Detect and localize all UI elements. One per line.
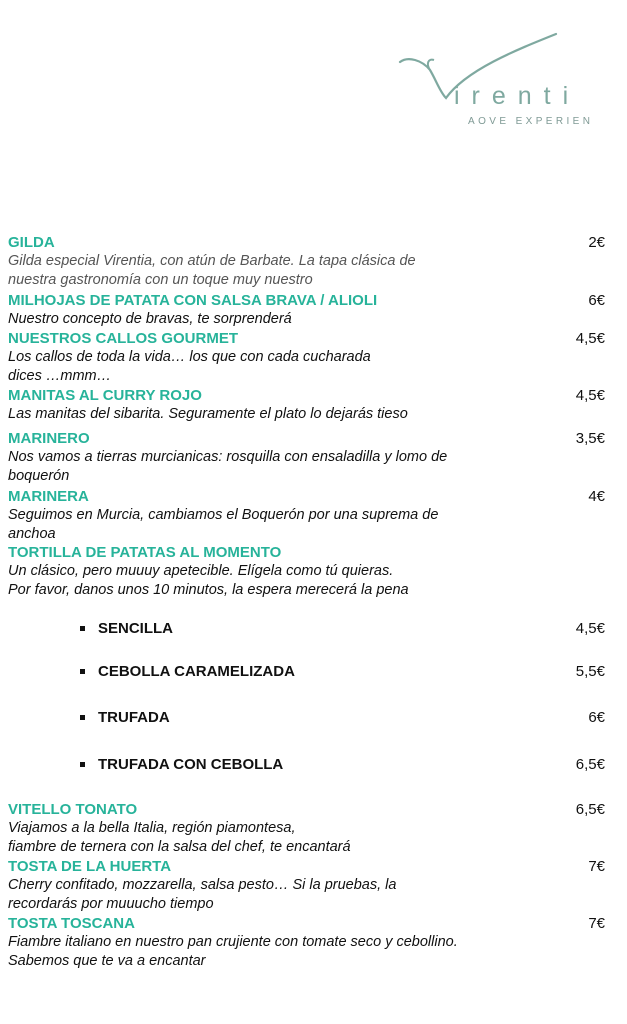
bullet-icon <box>80 762 85 767</box>
description-line: dices …mmm… <box>8 368 112 384</box>
description-line: Un clásico, pero muuuy apetecible. Elígela como tú quieras. <box>8 563 394 579</box>
menu-item <box>8 858 605 914</box>
menu-item <box>8 488 605 544</box>
option-label: SENCILLA <box>98 620 173 637</box>
description-line: anchoa <box>8 526 56 542</box>
tortilla-option <box>0 663 605 683</box>
menu-item <box>8 801 605 857</box>
item-description <box>8 252 605 290</box>
item-description <box>8 405 605 424</box>
item-name: TORTILLA DE PATATAS AL MOMENTO <box>8 544 282 561</box>
item-price: 4,5€ <box>575 387 605 404</box>
item-name: MARINERO <box>8 430 90 447</box>
description-line: Fiambre italiano en nuestro pan crujiente con tomate seco y cebollino. <box>8 934 458 950</box>
item-description <box>8 506 605 544</box>
item-description <box>8 819 605 857</box>
item-description <box>8 876 605 914</box>
option-label: TRUFADA <box>98 709 170 726</box>
menu-item <box>8 915 605 971</box>
menu-item <box>8 292 605 329</box>
item-description <box>8 448 605 486</box>
menu-item <box>8 544 605 600</box>
description-line: Nuestro concepto de bravas, te sorprenderá <box>8 311 292 327</box>
item-name: GILDA <box>8 234 55 251</box>
tortilla-option <box>0 709 605 729</box>
item-description <box>8 348 605 386</box>
option-label: TRUFADA CON CEBOLLA <box>98 756 284 773</box>
item-description <box>8 310 605 329</box>
description-line: Seguimos en Murcia, cambiamos el Boquerón por una suprema de <box>8 507 439 523</box>
description-line: recordarás por muuucho tiempo <box>8 896 214 912</box>
description-line: nuestra gastronomía con un toque muy nuestro <box>8 272 313 288</box>
item-name: TOSTA TOSCANA <box>8 915 135 932</box>
option-price: 4,5€ <box>575 620 605 637</box>
logo-v-swoosh-icon <box>396 30 627 130</box>
bullet-icon <box>80 669 85 674</box>
item-description <box>8 562 605 600</box>
menu-item <box>8 330 605 386</box>
item-price: 6€ <box>588 292 605 309</box>
option-price: 6,5€ <box>575 756 605 773</box>
description-line: boquerón <box>8 468 70 484</box>
brand-wordmark: irenti <box>454 82 581 110</box>
item-price: 4€ <box>588 488 605 505</box>
item-price: 7€ <box>588 915 605 932</box>
item-description <box>8 933 605 971</box>
menu-item <box>8 430 605 486</box>
description-line: fiambre de ternera con la salsa del chef, te encantará <box>8 839 351 855</box>
item-price: 3,5€ <box>575 430 605 447</box>
description-line: Viajamos a la bella Italia, región piamontesa, <box>8 820 296 836</box>
option-price: 6€ <box>588 709 605 726</box>
item-name: MANITAS AL CURRY ROJO <box>8 387 202 404</box>
description-line: Nos vamos a tierras murcianicas: rosquilla con ensaladilla y lomo de <box>8 449 448 465</box>
description-line: Sabemos que te va a encantar <box>8 953 206 969</box>
item-name: TOSTA DE LA HUERTA <box>8 858 172 875</box>
option-label: CEBOLLA CARAMELIZADA <box>98 663 295 680</box>
brand-logo <box>396 30 627 130</box>
description-line: Gilda especial Virentia, con atún de Barbate. La tapa clásica de <box>8 253 416 269</box>
option-price: 5,5€ <box>575 663 605 680</box>
bullet-icon <box>80 715 85 720</box>
description-line: Los callos de toda la vida… los que con cada cucharada <box>8 349 371 365</box>
description-line: Las manitas del sibarita. Seguramente el plato lo dejarás tieso <box>8 406 408 422</box>
menu-item <box>8 234 605 290</box>
bullet-icon <box>80 626 85 631</box>
item-price: 7€ <box>588 858 605 875</box>
item-name: NUESTROS CALLOS GOURMET <box>8 330 239 347</box>
item-price: 6,5€ <box>575 801 605 818</box>
item-name: VITELLO TONATO <box>8 801 138 818</box>
item-name: MILHOJAS DE PATATA CON SALSA BRAVA / ALIOLI <box>8 292 378 309</box>
menu-item <box>8 387 605 424</box>
item-price: 4,5€ <box>575 330 605 347</box>
tortilla-option <box>0 620 605 640</box>
description-line: Cherry confitado, mozzarella, salsa pesto… Si la pruebas, la <box>8 877 397 893</box>
tortilla-option <box>0 756 605 776</box>
description-line: Por favor, danos unos 10 minutos, la espera merecerá la pena <box>8 582 409 598</box>
brand-tagline: AOVE EXPERIEN <box>468 116 594 127</box>
item-price: 2€ <box>588 234 605 251</box>
item-name: MARINERA <box>8 488 89 505</box>
